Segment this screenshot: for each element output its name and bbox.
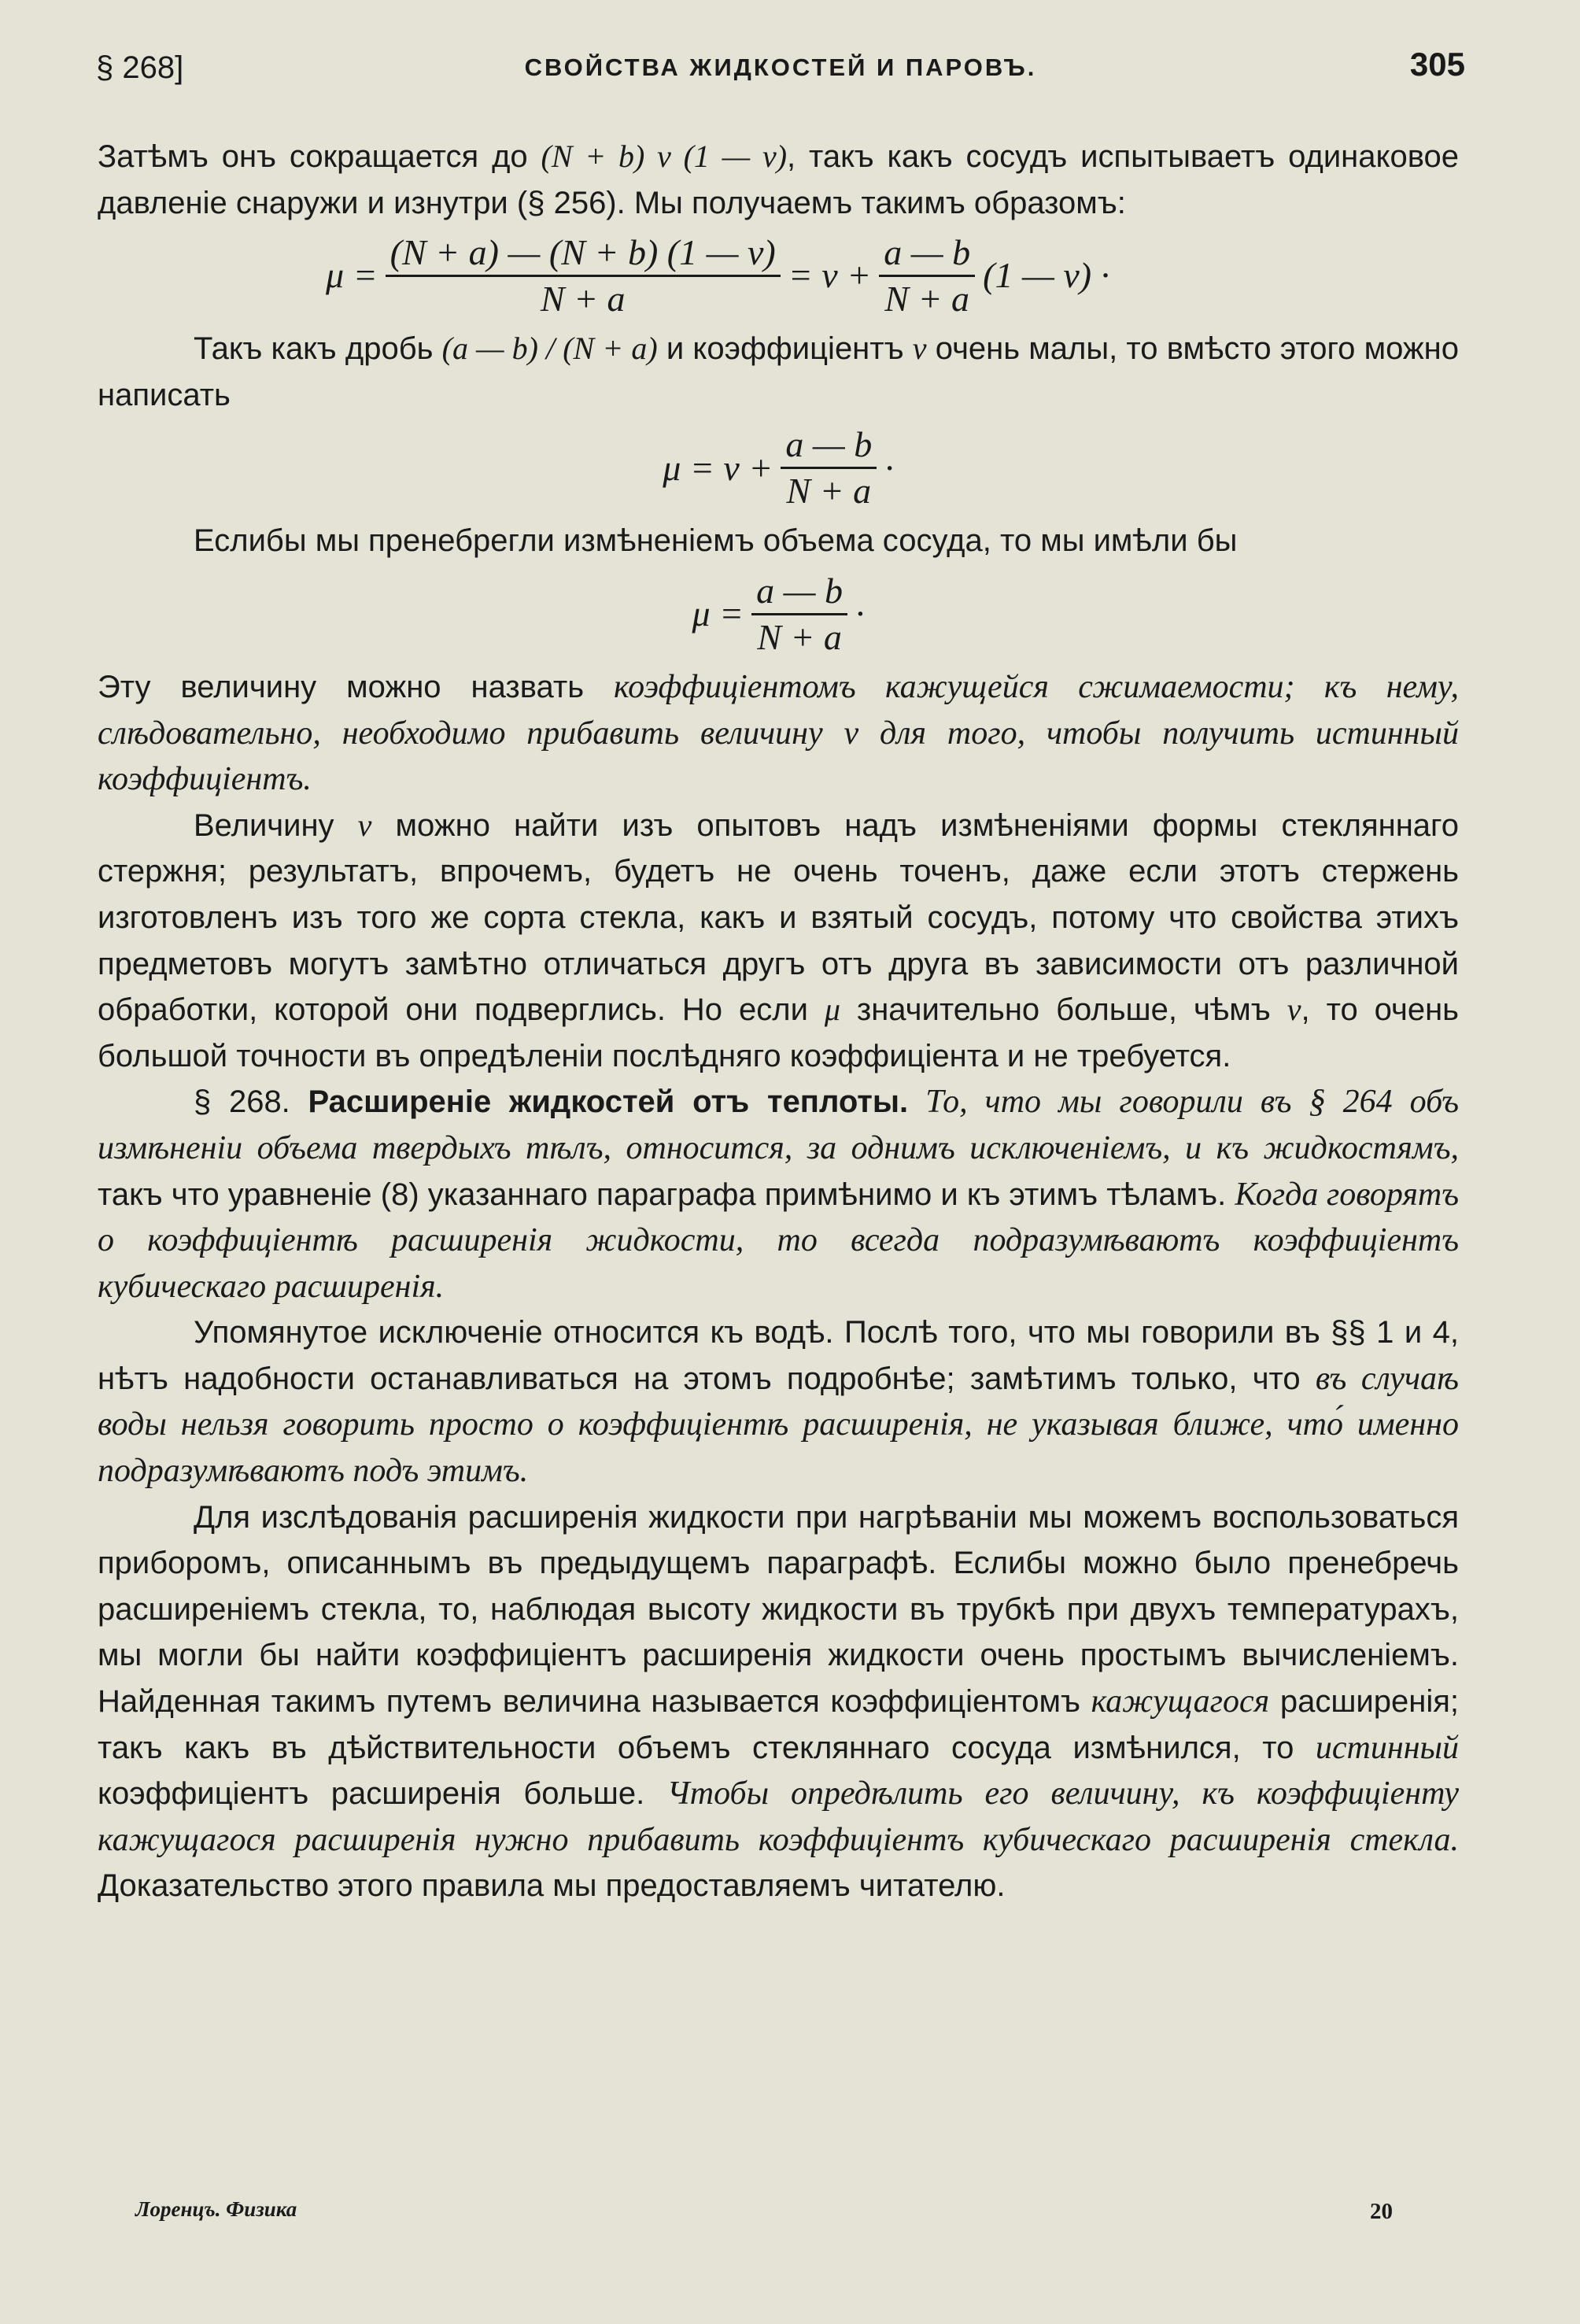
- section-heading: Расширеніе жидкостей отъ теплоты.: [308, 1084, 909, 1120]
- section-reference: § 268]: [96, 50, 184, 85]
- formula-1-fraction-1: $\frac{(N + a) — (N + b) (1 — v)}{N + a}$: [386, 231, 781, 321]
- formula-1: [279, 231, 1459, 321]
- formula-1-tail: (1 — v) ·: [983, 255, 1110, 296]
- signature-mark: Лоренцъ. Физика: [135, 2197, 297, 2221]
- sheet-number: 20: [1370, 2199, 1393, 2224]
- paragraph-6-section-268: § 268. Расширеніе жидкостей отъ теплоты. То, что мы говорили въ § 264 объ измѣненіи объема твердыхъ тѣлъ, относится, за однимъ исключеніемъ, и къ жидкостямъ, такъ что уравненіе (8) указаннаго параграфа примѣнимо и къ этимъ тѣламъ. Когда говорятъ о коэффиціентѣ расширенія жидкости, то всегда подразумѣваютъ коэффиціентъ кубическаго расширенія.: [98, 1084, 1459, 1305]
- paragraph-7: Упомянутое исключеніе относится къ водѣ. Послѣ того, что мы говорили въ §§ 1 и 4, нѣтъ надобности останавливаться на этомъ подробнѣе; замѣтимъ только, что въ случаѣ воды нельзя говорить просто о коэффиціентѣ расширенія, не указывая ближе, что́ именно подразумѣваютъ подъ этимъ.: [98, 1315, 1459, 1490]
- page-number: 305: [1409, 46, 1465, 83]
- running-title: СВОЙСТВА ЖИДКОСТЕЙ И ПАРОВЪ.: [524, 54, 1037, 81]
- formula-3-fraction: $\frac{a — b}{N + a}$: [751, 569, 847, 660]
- formula-1-fraction-2: $\frac{a — b}{N + a}$: [879, 231, 975, 321]
- formula-3: μ = $\frac{a — b}{N + a}$ ·: [98, 569, 1459, 660]
- formula-1-lhs: μ =: [326, 255, 378, 296]
- page-body: [98, 134, 1459, 1909]
- paragraph-5: Величину v можно найти изъ опытовъ надъ измѣненіями формы стекляннаго стержня; результатъ, впрочемъ, будетъ не очень точенъ, даже если этотъ стержень изготовленъ изъ того же сорта стекла, какъ и взятый сосудъ, потому что свойства этихъ предметовъ могутъ замѣтно отличаться другъ отъ друга въ зависимости отъ различной обработки, которой они подверглись. Но если μ значительно больше, чѣмъ v, то очень большой точности въ опредѣленіи послѣдняго коэффиціента и не требуется.: [98, 807, 1460, 1073]
- paragraph-4: Эту величину можно назвать коэффиціентомъ кажущейся сжимаемости; къ нему, слѣдовательно, необходимо прибавить величину v для того, чтобы получить истинный коэффиціентъ.: [98, 668, 1459, 798]
- running-header: [96, 46, 1465, 93]
- formula-2-fraction: $\frac{a — b}{N + a}$: [781, 423, 877, 513]
- paragraph-2: Такъ какъ дробь (a — b) / (N + a) и коэффиціентъ v очень малы, то вмѣсто этого можно написать: [98, 331, 1459, 412]
- formula-1-mid: = v +: [788, 255, 872, 296]
- paragraph-8: Для изслѣдованія расширенія жидкости при нагрѣваніи мы можемъ воспользоваться приборомъ, описаннымъ въ предыдущемъ параграфѣ. Еслибы можно было пренебречь расширеніемъ стекла, то, наблюдая высоту жидкости въ трубкѣ при двухъ температурахъ, мы могли бы найти коэффиціентъ расширенія жидкости очень простымъ вычисленіемъ. Найденная такимъ путемъ величина называется коэффиціентомъ кажущагося расширенія; такъ какъ въ дѣйствительности объемъ стекляннаго сосуда измѣнился, то истинный коэффиціентъ расширенія больше. Чтобы опредѣлить его величину, къ коэффиціенту кажущагося расширенія нужно прибавить коэффиціентъ кубическаго расширенія стекла. Доказательство этого правила мы предоставляемъ читателю.: [98, 1499, 1459, 1904]
- page-footer: [135, 2197, 1454, 2237]
- paragraph-3: Еслибы мы пренебрегли измѣненіемъ объема сосуда, то мы имѣли бы: [194, 523, 1238, 559]
- paragraph-1: Затѣмъ онъ сокращается до (N + b) v (1 — v), такъ какъ сосудъ испытываетъ одинаковое давленіе снаружи и изнутри (§ 256). Мы получаемъ такимъ образомъ:: [98, 139, 1460, 220]
- formula-2: μ = v + $\frac{a — b}{N + a}$ ·: [98, 423, 1459, 513]
